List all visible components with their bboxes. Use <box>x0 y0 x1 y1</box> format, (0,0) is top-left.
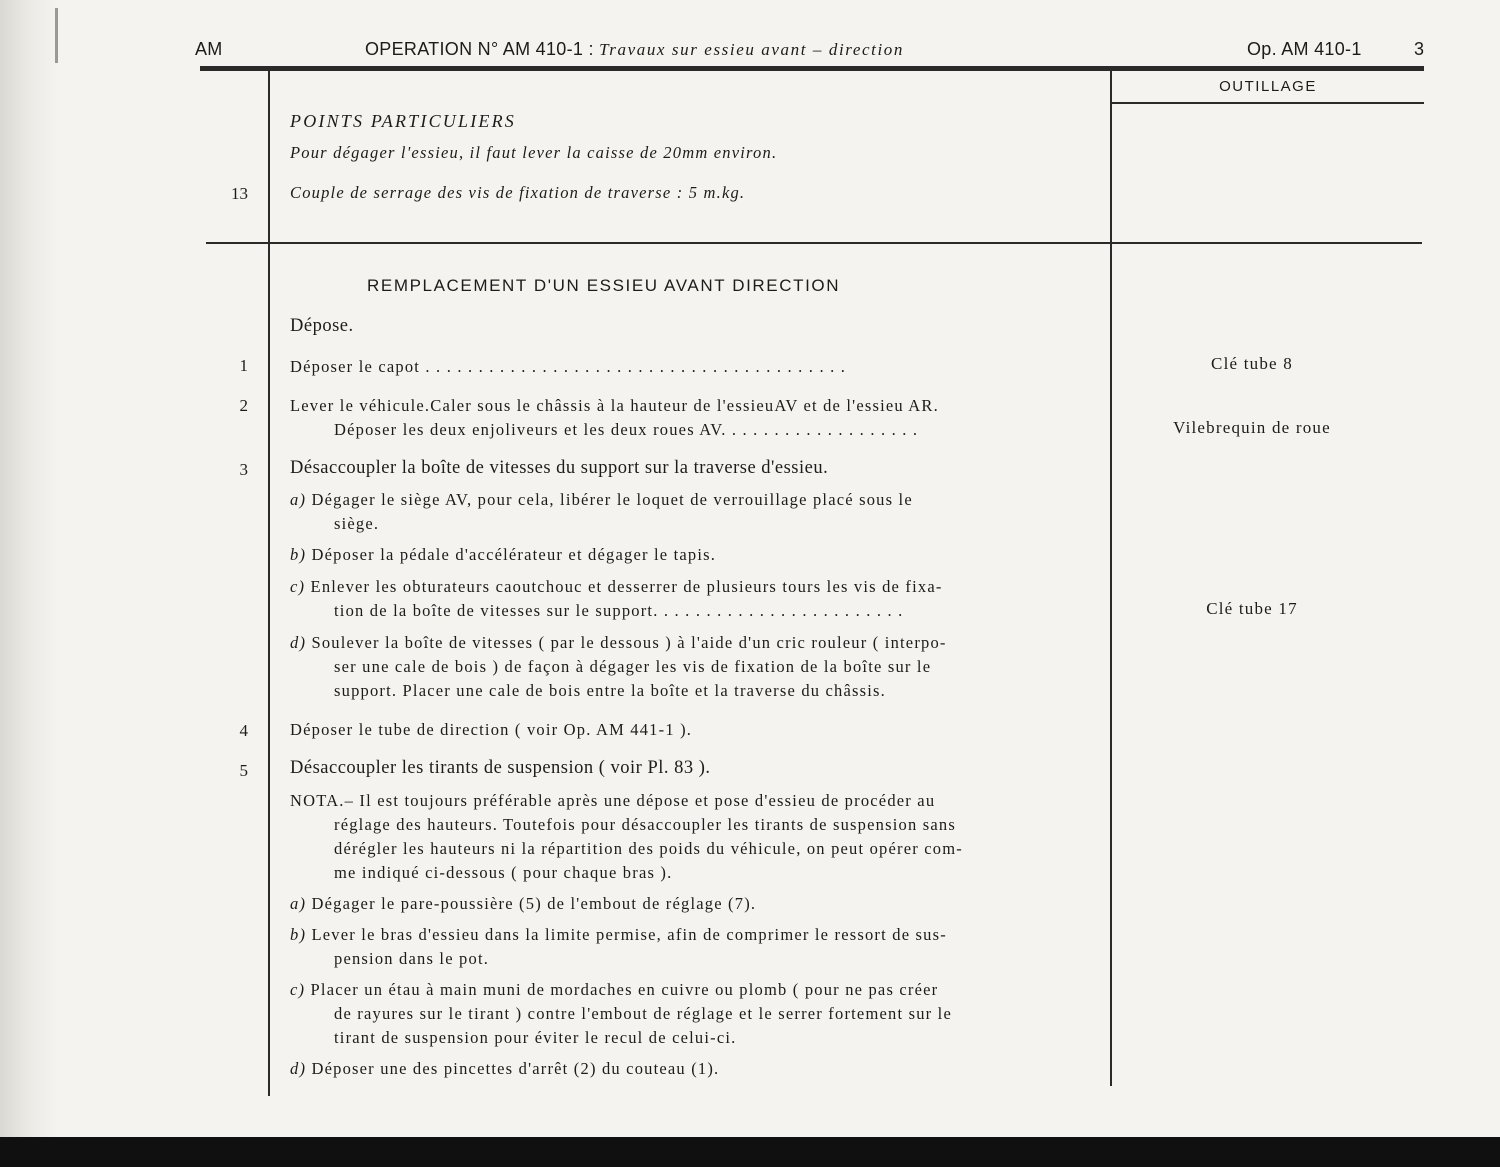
note-line <box>290 789 1105 813</box>
substep-text: Soulever la boîte de vitesses ( par le dessous ) à l'aide d'un cric rouleur ( interpo- <box>311 633 947 652</box>
tools-column-divider <box>1110 71 1112 1086</box>
page-binding-edge <box>0 0 58 1140</box>
substep-line <box>290 978 1105 1002</box>
step-line: Déposer le capot . . . . . . . . . . . . . . . . . . . . . . . . . . . . . . . . . . . . . . . . <box>290 357 847 376</box>
substep-letter: c) <box>290 577 306 596</box>
step-tool: Clé tube 17 <box>1206 599 1298 618</box>
scan-bottom-edge <box>0 1137 1500 1167</box>
header-subject: Travaux sur essieu avant – direction <box>599 40 905 59</box>
substep-letter: d) <box>290 633 307 652</box>
step-number: 2 <box>239 396 248 415</box>
substep-letter: a) <box>290 894 307 913</box>
note-label: NOTA.– <box>290 791 355 810</box>
points-number: 13 <box>231 184 248 203</box>
substep-line: tion de la boîte de vitesses sur le support. . . . . . . . . . . . . . . . . . . . . . . . <box>334 601 904 620</box>
step-number: 3 <box>239 460 248 479</box>
page-number: 3 <box>1414 39 1425 59</box>
step-line: Lever le véhicule.Caler sous le châssis à la hauteur de l'essieuAV et de l'essieu AR. <box>290 396 939 415</box>
step-line: Désaccoupler la boîte de vitesses du support sur la traverse d'essieu. <box>290 458 829 478</box>
step-tool: Clé tube 8 <box>1211 354 1293 373</box>
header-operation-number: OPERATION N° AM 410-1 : <box>365 39 594 59</box>
note-line: me indiqué ci-dessous ( pour chaque bras ). <box>334 863 673 882</box>
substep-line: ser une cale de bois ) de façon à dégager les vis de fixation de la boîte sur le <box>334 657 932 676</box>
step-number: 1 <box>239 356 248 375</box>
substep-line: pension dans le pot. <box>334 949 490 968</box>
substep-line <box>290 543 1105 567</box>
substep-line: support. Placer une cale de bois entre la boîte et la traverse du châssis. <box>334 681 887 700</box>
number-column-divider <box>268 71 270 1096</box>
step-line: Déposer les deux enjoliveurs et les deux roues AV. . . . . . . . . . . . . . . . . . . <box>334 420 919 439</box>
substep-letter: b) <box>290 545 307 564</box>
substep-text: Lever le bras d'essieu dans la limite permise, afin de comprimer le ressort de sus- <box>311 925 947 944</box>
points-line-2: Couple de serrage des vis de fixation de traverse : 5 m.kg. <box>290 183 746 202</box>
substep-line: siège. <box>334 514 380 533</box>
step-number: 5 <box>239 761 248 780</box>
note-line: réglage des hauteurs. Toutefois pour désaccoupler les tirants de suspension sans <box>334 815 956 834</box>
substep-text: Enlever les obturateurs caoutchouc et desserrer de plusieurs tours les vis de fixa- <box>310 577 943 596</box>
substep-letter: d) <box>290 1059 307 1078</box>
substep-line <box>290 923 1105 947</box>
header-rule <box>200 66 1424 71</box>
points-title: POINTS PARTICULIERS <box>290 111 516 131</box>
substep-text: Déposer la pédale d'accélérateur et dégager le tapis. <box>311 545 717 564</box>
header-right-ref: Op. AM 410-1 <box>1247 39 1362 59</box>
substep-text: Dégager le siège AV, pour cela, libérer le loquet de verrouillage placé sous le <box>311 490 913 509</box>
substep-text: Dégager le pare-poussière (5) de l'embout de réglage (7). <box>311 894 757 913</box>
page-corner-mark <box>55 8 58 63</box>
substep-letter: b) <box>290 925 307 944</box>
step-line: Déposer le tube de direction ( voir Op. AM 441-1 ). <box>290 720 693 739</box>
section-divider <box>206 242 1422 244</box>
substep-line <box>290 488 1105 512</box>
step-line: Désaccoupler les tirants de suspension ( voir Pl. 83 ). <box>290 758 711 778</box>
substep-line: de rayures sur le tirant ) contre l'embout de réglage et le serrer fortement sur le <box>334 1004 952 1023</box>
substep-line: tirant de suspension pour éviter le recul de celui-ci. <box>334 1028 737 1047</box>
section-subtitle: Dépose. <box>290 316 354 336</box>
note-text: Il est toujours préférable après une dépose et pose d'essieu de procéder au <box>359 791 936 810</box>
substep-line <box>290 892 1105 916</box>
substep-line <box>290 575 1105 599</box>
header-operation <box>365 39 904 60</box>
tools-column-header: OUTILLAGE <box>1219 78 1317 95</box>
points-line-1: Pour dégager l'essieu, il faut lever la caisse de 20mm environ. <box>290 143 778 162</box>
substep-line <box>290 1057 1105 1081</box>
substep-text: Placer un étau à main muni de mordaches en cuivre ou plomb ( pour ne pas créer <box>310 980 939 999</box>
substep-letter: a) <box>290 490 307 509</box>
substep-line <box>290 631 1105 655</box>
step-number: 4 <box>239 721 248 740</box>
tools-header-rule <box>1112 102 1424 104</box>
substep-text: Déposer une des pincettes d'arrêt (2) du couteau (1). <box>311 1059 720 1078</box>
step-tool: Vilebrequin de roue <box>1173 418 1331 437</box>
header-left: AM <box>195 39 223 59</box>
note-line: dérégler les hauteurs ni la répartition des poids du véhicule, on peut opérer com- <box>334 839 963 858</box>
section-title: REMPLACEMENT D'UN ESSIEU AVANT DIRECTION <box>367 276 841 295</box>
substep-letter: c) <box>290 980 306 999</box>
